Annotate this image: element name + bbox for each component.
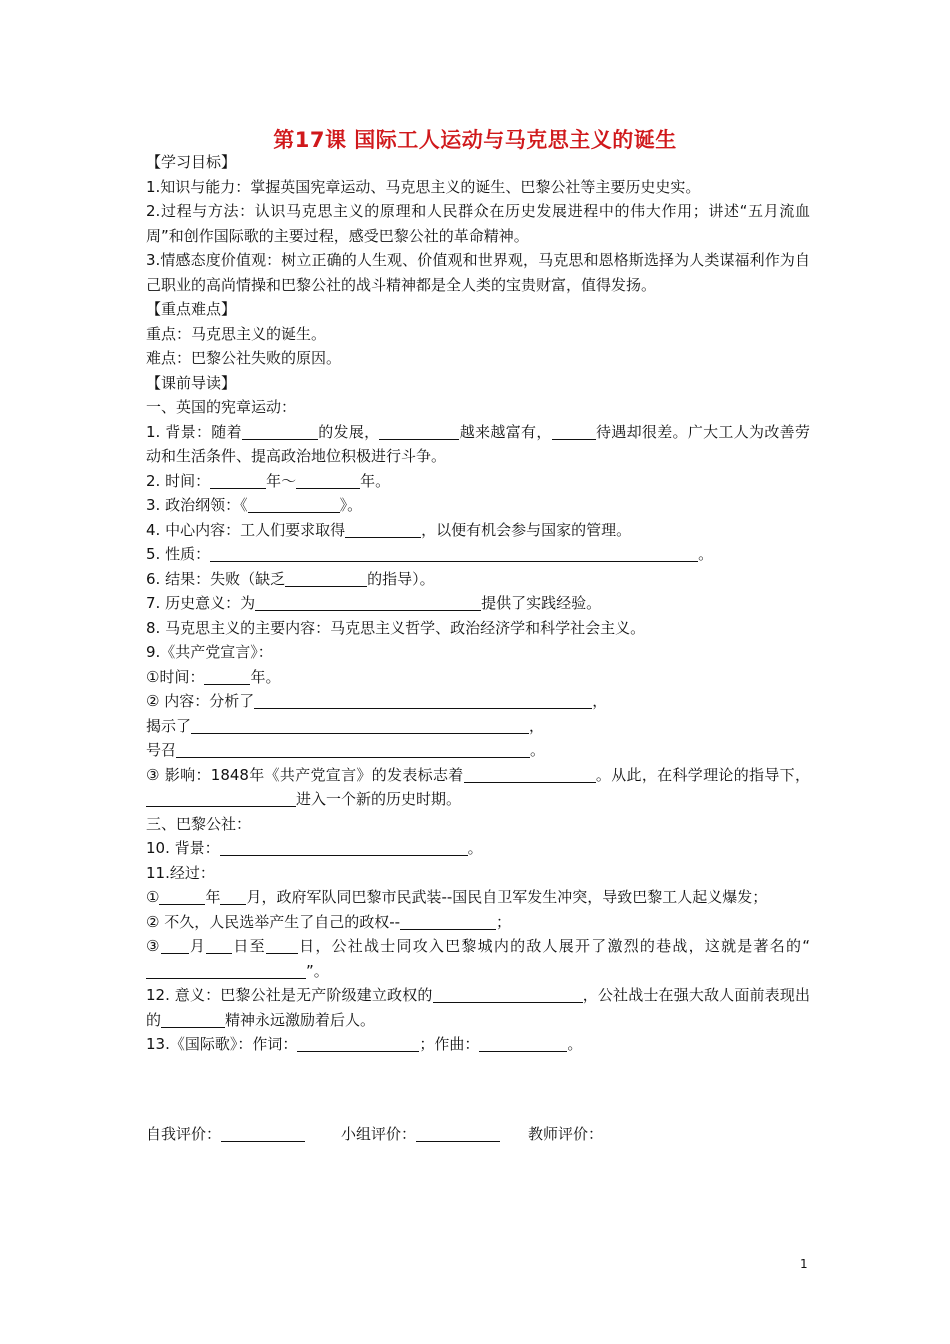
blank[interactable]	[479, 1034, 567, 1052]
section-heading: 一、英国的宪章运动：	[146, 398, 297, 416]
blank[interactable]	[266, 936, 298, 954]
page-number: 1	[800, 1257, 808, 1271]
blank[interactable]	[161, 1010, 225, 1028]
worksheet-body	[146, 150, 810, 1057]
blank[interactable]	[297, 1034, 419, 1052]
blank[interactable]	[379, 422, 459, 440]
blank[interactable]	[242, 422, 318, 440]
question-11: 11.经过：	[146, 863, 215, 882]
question-9: 9.《共产党宣言》：	[146, 643, 273, 661]
blank[interactable]	[285, 569, 367, 587]
section-heading: 三、巴黎公社：	[146, 814, 252, 833]
blank[interactable]	[552, 422, 596, 440]
blank[interactable]	[161, 936, 189, 954]
blank[interactable]	[191, 716, 529, 734]
question-9-1: ①时间： 年。	[146, 667, 281, 686]
blank[interactable]	[220, 838, 468, 856]
question-13: 13.《国际歌》：作词： ；作曲： 。	[146, 1035, 583, 1053]
blank[interactable]	[210, 544, 698, 562]
question-9-2: ② 内容：分析了 ，	[146, 692, 608, 710]
page-title: 第17课 国际工人运动与马克思主义的诞生	[273, 128, 677, 152]
question-9-3: 揭示了 ，	[146, 716, 545, 735]
teacher-evaluation-label: 教师评价：	[528, 1125, 604, 1143]
question-7: 7. 历史意义：为 提供了实践经验。	[146, 594, 602, 612]
question-10: 10. 背景： 。	[146, 839, 483, 857]
self-evaluation-label: 自我评价：	[146, 1125, 222, 1143]
blank[interactable]	[159, 887, 205, 905]
keypoints-header: 【重点难点】	[146, 300, 237, 318]
question-8: 8. 马克思主义的主要内容：马克思主义哲学、政治经济学和科学社会主义。	[146, 618, 646, 637]
objective-item: 2.过程与方法：认识马克思主义的原理和人民群众在历史发展进程中的伟大作用；讲述“五月流血周”和创作国际歌的主要过程，感受巴黎公社的革命精神。	[146, 202, 810, 245]
blank[interactable]	[254, 691, 592, 709]
blank[interactable]	[146, 961, 306, 979]
blank[interactable]	[433, 985, 583, 1003]
group-evaluation-blank[interactable]	[416, 1124, 500, 1142]
blank[interactable]	[176, 740, 530, 758]
blank[interactable]	[464, 765, 596, 783]
evaluation-row	[146, 1123, 603, 1144]
blank[interactable]	[248, 495, 340, 513]
blank[interactable]	[204, 667, 250, 685]
blank[interactable]	[206, 936, 232, 954]
question-5: 5. 性质： 。	[146, 545, 714, 563]
blank[interactable]	[146, 789, 296, 807]
question-4: 4. 中心内容：工人们要求取得 ，以便有机会参与国家的管理。	[146, 520, 632, 539]
blank[interactable]	[345, 520, 421, 538]
objective-item: 1.知识与能力：掌握英国宪章运动、马克思主义的诞生、巴黎公社等主要历史史实。	[146, 177, 701, 196]
blank[interactable]	[210, 471, 266, 489]
question-11-1: ① 年 月，政府军队同巴黎市民武装--国民自卫军发生冲突，导致巴黎工人起义爆发；	[146, 888, 768, 906]
question-3: 3. 政治纲领：《 》。	[146, 496, 363, 514]
question-11-3: ③ 月 日至 日，公社战士同攻入巴黎城内的敌人展开了激烈的巷战，这就是著名的“”。	[146, 937, 810, 980]
question-1: 1. 背景：随着 的发展， 越来越富有， 待遇却很差。广大工人为改善劳动和生活条件、提高政治地位积极进行斗争。	[146, 422, 810, 465]
blank[interactable]	[255, 593, 481, 611]
objectives-header: 【学习目标】	[146, 153, 237, 171]
objective-item: 3.情感态度价值观：树立正确的人生观、价值观和世界观，马克思和恩格斯选择为人类谋福利作为自己职业的高尚情操和巴黎公社的战斗精神都是全人类的宝贵财富，值得发扬。	[146, 251, 810, 294]
difficult-point: 难点：巴黎公社失败的原因。	[146, 349, 342, 367]
question-9-5: ③ 影响：1848年《共产党宣言》的发表标志着 。从此，在科学理论的指导下，进入一个新的历史时期。	[146, 765, 810, 808]
question-11-2: ② 不久，人民选举产生了自己的政权-- ；	[146, 912, 512, 931]
blank[interactable]	[296, 471, 360, 489]
question-2: 2. 时间： 年～ 年。	[146, 471, 391, 490]
guide-header: 【课前导读】	[146, 373, 237, 392]
blank[interactable]	[220, 887, 246, 905]
group-evaluation-label: 小组评价：	[341, 1125, 417, 1143]
self-evaluation-blank[interactable]	[221, 1124, 305, 1142]
question-6: 6. 结果：失败（缺乏 的指导）。	[146, 569, 435, 588]
key-point: 重点：马克思主义的诞生。	[146, 324, 327, 343]
question-12: 12. 意义：巴黎公社是无产阶级建立政权的 ，公社战士在强大敌人面前表现出的 精神永远激励着后人。	[146, 986, 811, 1029]
question-9-4: 号召 。	[146, 741, 546, 759]
blank[interactable]	[400, 912, 496, 930]
